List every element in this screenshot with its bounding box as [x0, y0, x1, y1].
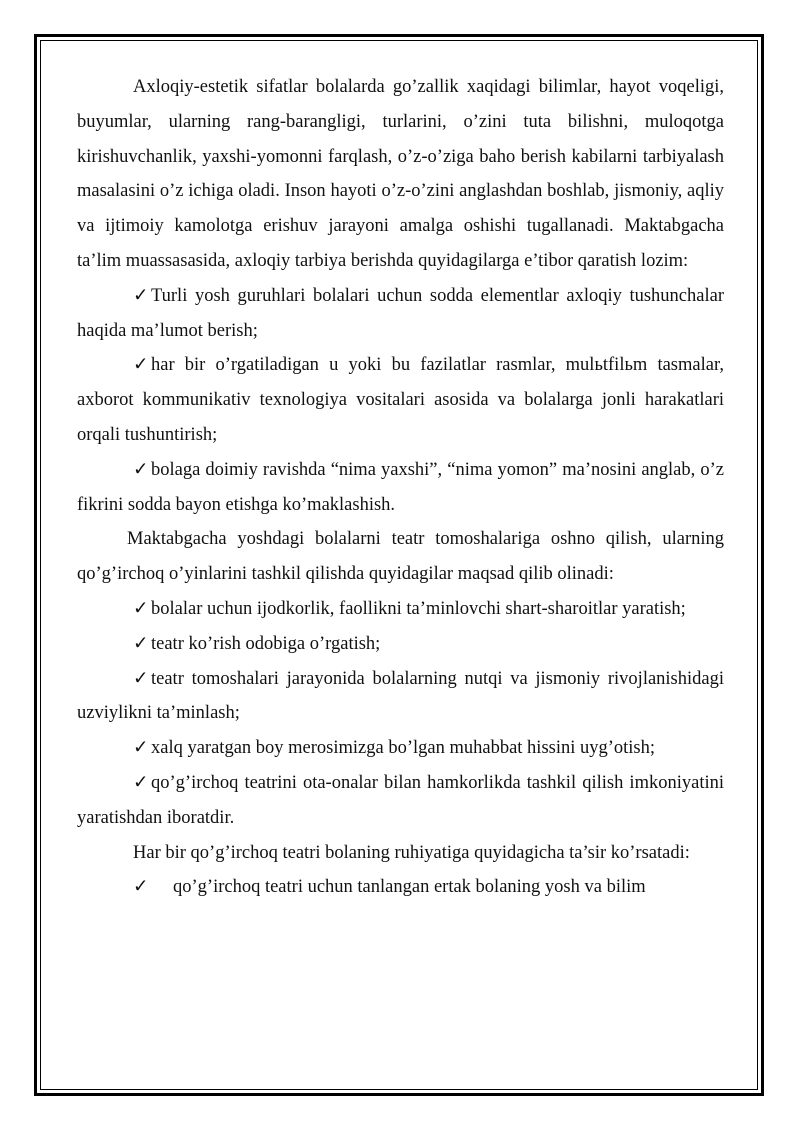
- list-item: [77, 766, 724, 836]
- list-item: [77, 627, 724, 662]
- paragraph-intro: Axloqiy-estetik sifatlar bolalarda go’zallik xaqidagi bilimlar, hayot voqeligi, buyumlar, ularning rang-barangligi, turlarini, o’zini tuta bilishni, muloqotga kirishuvchanlik, yaxshi-yomonni farqlash, o’z-o’ziga baho berish kabilarni tarbiyalash masalasini o’z ichiga oladi. Inson hayoti o’z-o’zini anglashdan boshlab, jismoniy, aqliy va ijtimoiy kamolotga erishuv jarayoni amalga oshishi tugallanadi. Maktabgacha ta’lim muassasasida, axloqiy tarbiya berishda quyidagilarga e’tibor qaratish lozim:: [77, 77, 724, 271]
- list-item-text: har bir o’rgatiladigan u yoki bu fazilatlar rasmlar, mulьtfilьm tasmalar, axborot kommunikativ texnologiya vositalari asosida va bolalarga jonli harakatlari orqali tushuntirish;: [77, 355, 724, 445]
- list-item: [77, 731, 724, 766]
- checkmark-icon: ✓: [133, 877, 149, 898]
- checkmark-icon: ✓: [133, 459, 149, 480]
- list-item: [77, 870, 724, 905]
- checkmark-icon: ✓: [133, 598, 149, 619]
- paragraph-theatre-goals: Maktabgacha yoshdagi bolalarni teatr tomoshalariga oshno qilish, ularning qo’g’irchoq o’yinlarini tashkil qilishda quyidagilar maqsad qilib olinadi:: [77, 529, 724, 585]
- checkmark-icon: ✓: [133, 285, 149, 306]
- list-item-text: qo’g’irchoq teatri uchun tanlangan ertak bolaning yosh va bilim: [173, 877, 646, 898]
- list-item: [77, 279, 724, 349]
- document-body: [77, 70, 724, 905]
- list-item-text: bolalar uchun ijodkorlik, faollikni ta’minlovchi shart-sharoitlar yaratish;: [151, 598, 686, 619]
- checkmark-icon: ✓: [133, 355, 149, 376]
- list-item: [77, 592, 724, 627]
- checkmark-icon: ✓: [133, 633, 149, 654]
- list-item-text: teatr tomoshalari jarayonida bolalarning nutqi va jismoniy rivojlanishidagi uzviylikni ta’minlash;: [77, 668, 724, 724]
- checkmark-icon: ✓: [133, 772, 149, 793]
- list-item: [77, 662, 724, 732]
- list-item-text: bolaga doimiy ravishda “nima yaxshi”, “nima yomon” ma’nosini anglab, o’z fikrini sodda bayon etishga ko’maklashish.: [77, 459, 724, 515]
- paragraph-puppet-theatre: Har bir qo’g’irchoq teatri bolaning ruhiyatiga quyidagicha ta’sir ko’rsatadi:: [133, 842, 690, 863]
- list-item-text: qo’g’irchoq teatrini ota-onalar bilan hamkorlikda tashkil qilish imkoniyatini yaratishdan iboratdir.: [77, 772, 724, 828]
- checkmark-icon: ✓: [133, 668, 149, 689]
- list-item-text: Turli yosh guruhlari bolalari uchun sodda elementlar axloqiy tushunchalar haqida ma’lumot berish;: [77, 285, 724, 341]
- list-item-text: xalq yaratgan boy merosimizga bo’lgan muhabbat hissini uyg’otish;: [151, 738, 656, 759]
- list-item: [77, 348, 724, 452]
- list-item-text: teatr ko’rish odobiga o’rgatish;: [151, 633, 381, 654]
- checkmark-icon: ✓: [133, 738, 149, 759]
- list-item: [77, 453, 724, 523]
